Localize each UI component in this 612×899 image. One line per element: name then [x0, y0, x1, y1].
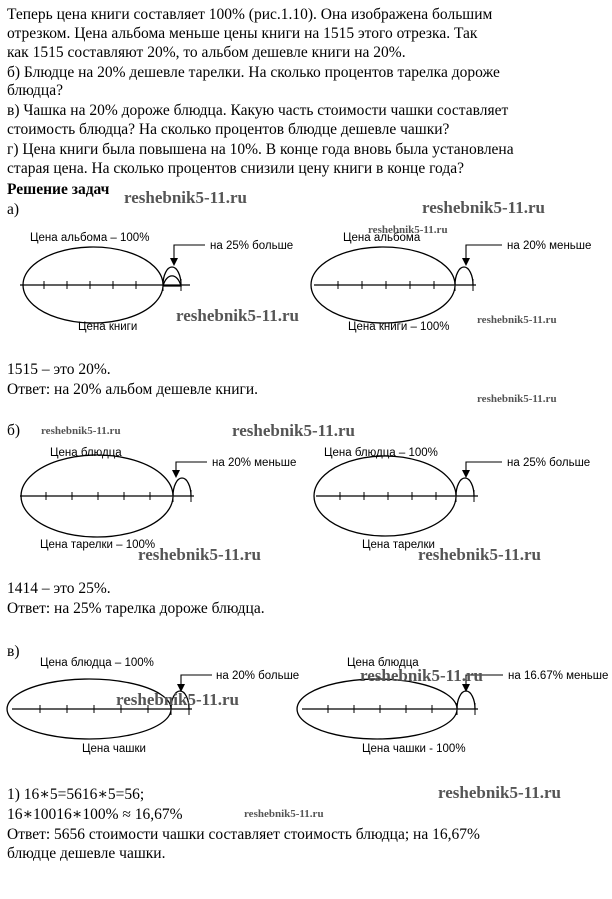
part-c-left-arrow-label: на 20% больше	[216, 670, 300, 682]
watermark: reshebnik5-11.ru	[477, 393, 557, 405]
intro-line-4: б) Блюдце на 20% дешевле тарелки. На сколько процентов тарелка дороже	[7, 64, 500, 81]
watermark: reshebnik5-11.ru	[116, 690, 239, 709]
part-a-answer-2: Ответ: на 20% альбом дешевле книги.	[7, 381, 259, 398]
part-c-diagram	[0, 655, 612, 755]
part-a-left-top-label: Цена альбома – 100%	[30, 232, 150, 244]
watermark: reshebnik5-11.ru	[176, 306, 299, 325]
part-c-letter: в)	[7, 643, 20, 660]
watermark: reshebnik5-11.ru	[368, 224, 448, 236]
part-c-answer-3: Ответ: 5656 стоимости чашки составляет стоимость блюдца; на 16,67%	[7, 826, 480, 843]
part-b-left-top-label: Цена блюдца	[50, 447, 122, 459]
part-b-right-top-label: Цена блюдца – 100%	[324, 447, 438, 459]
part-c-answer-4: блюдце дешевле чашки.	[7, 845, 166, 862]
intro-line-2: отрезком. Цена альбома меньше цены книги на 1515 этого отрезка. Так	[7, 25, 478, 42]
part-b-left-arrow-label: на 20% меньше	[212, 457, 297, 469]
intro-line-8: г) Цена книги была повышена на 10%. В конце года вновь была установлена	[7, 141, 514, 158]
intro-line-3: как 1515 составляют 20%, то альбом дешевле книги на 20%.	[7, 44, 406, 61]
watermark: reshebnik5-11.ru	[477, 314, 557, 326]
part-c-left-bottom-label: Цена чашки	[82, 743, 146, 755]
intro-line-5: блюдца?	[7, 82, 63, 99]
part-b-left-figure	[20, 447, 296, 551]
part-c-right-bottom-label: Цена чашки - 100%	[362, 743, 466, 755]
part-c-right-top-label: Цена блюдца	[347, 657, 419, 669]
part-b-right-bottom-label: Цена тарелки	[362, 539, 435, 551]
watermark: reshebnik5-11.ru	[124, 188, 247, 207]
part-c-right-arrow-label: на 16.67% меньше	[508, 670, 609, 682]
watermark: reshebnik5-11.ru	[232, 421, 355, 440]
part-a-answer-1: 1515 – это 20%.	[7, 361, 111, 378]
part-c-answer-2: 16∗10016∗100% ≈ 16,67%	[7, 806, 183, 823]
watermark: reshebnik5-11.ru	[360, 666, 483, 685]
part-a-right-arrow-label: на 20% меньше	[507, 240, 592, 252]
watermark: reshebnik5-11.ru	[438, 783, 561, 802]
part-c-answer-1: 1) 16∗5=5616∗5=56;	[7, 786, 145, 803]
part-b-right-arrow-label: на 25% больше	[507, 457, 591, 469]
part-a-right-top-label: Цена альбома	[343, 232, 421, 244]
part-a-right-bottom-label: Цена книги – 100%	[348, 321, 450, 333]
part-b-right-figure	[314, 447, 590, 551]
intro-line-9: старая цена. На сколько процентов снизили цену книги в конце года?	[7, 160, 465, 177]
part-b-letter: б)	[7, 422, 21, 439]
part-a-letter: а)	[7, 201, 20, 218]
watermark: reshebnik5-11.ru	[138, 545, 261, 564]
part-b-diagram	[0, 440, 612, 560]
part-a-left-bottom-label: Цена книги	[78, 321, 138, 333]
watermark: reshebnik5-11.ru	[41, 425, 121, 437]
part-b-answer-1: 1414 – это 25%.	[7, 580, 111, 597]
watermark: reshebnik5-11.ru	[422, 198, 545, 217]
solution-heading: Решение задач	[7, 181, 110, 198]
intro-line-7: стоимость блюдца? На сколько процентов блюдце дешевле чашки?	[7, 121, 450, 138]
part-a-left-arrow-label: на 25% больше	[210, 240, 294, 252]
watermark: reshebnik5-11.ru	[244, 808, 324, 820]
intro-line-6: в) Чашка на 20% дороже блюдца. Какую часть стоимости чашки составляет	[7, 102, 509, 119]
part-c-left-top-label: Цена блюдца – 100%	[40, 657, 154, 669]
part-b-left-bottom-label: Цена тарелки – 100%	[40, 539, 156, 551]
watermark: reshebnik5-11.ru	[418, 545, 541, 564]
part-b-answer-2: Ответ: на 25% тарелка дороже блюдца.	[7, 600, 265, 617]
intro-line-1: Теперь цена книги составляет 100% (рис.1.10). Она изображена большим	[7, 6, 493, 23]
